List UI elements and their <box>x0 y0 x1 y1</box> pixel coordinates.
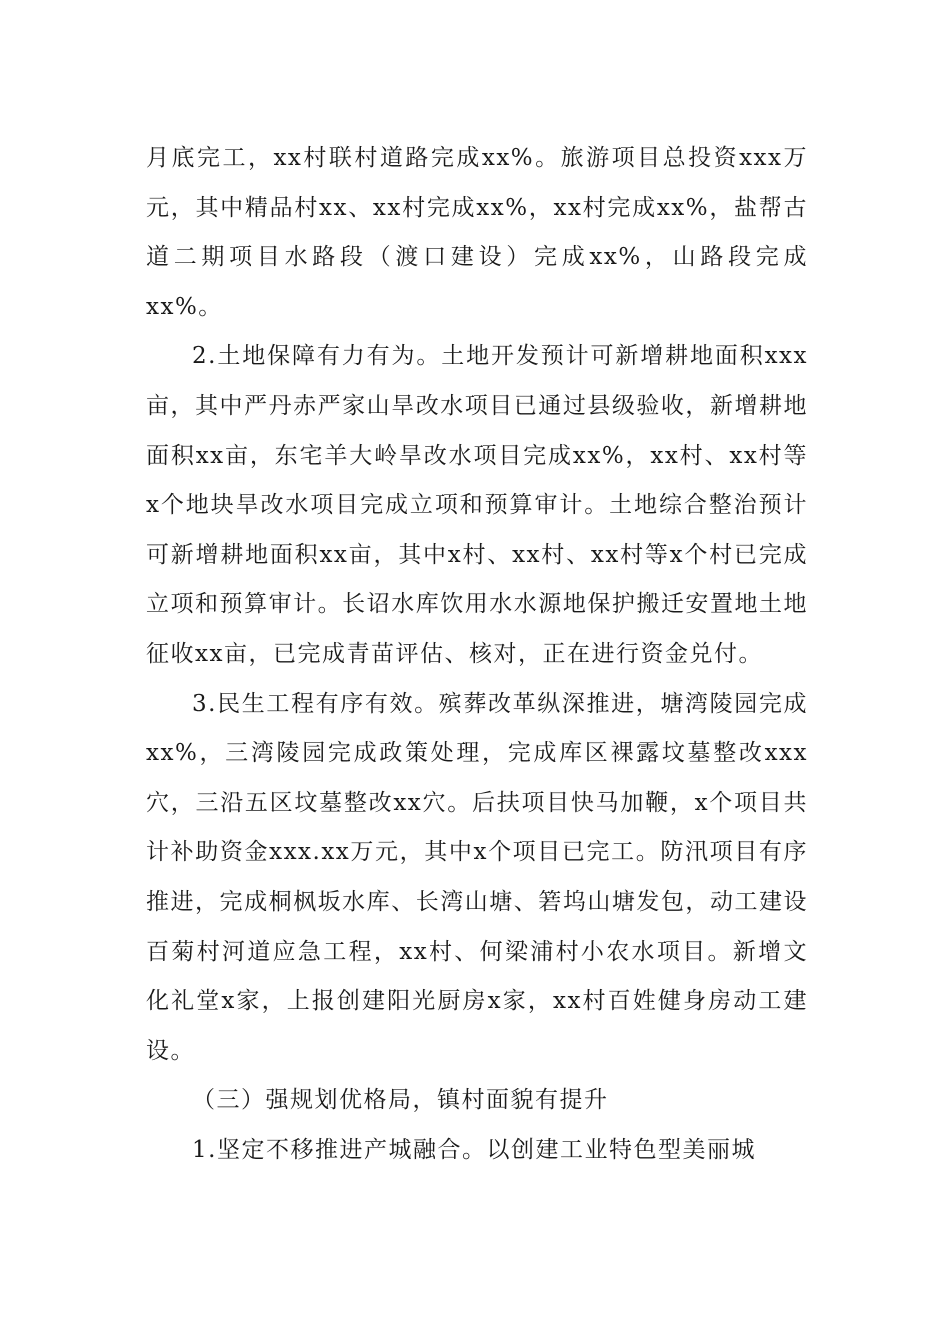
section-heading-planning: （三）强规划优格局，镇村面貌有提升 <box>192 1087 609 1114</box>
document-body <box>146 134 808 1175</box>
paragraph-industry-city: 1.坚定不移推进产城融合。以创建工业特色型美丽城 <box>192 1136 756 1163</box>
paragraph-continued: 月底完工，xx村联村道路完成xx%。旅游项目总投资xxx万元，其中精品村xx、xx村完成xx%，xx村完成xx%，盐帮古道二期项目水路段（渡口建设）完成xx%，山路段完成xx%。 <box>146 145 808 320</box>
paragraph-livelihood-projects: 3.民生工程有序有效。殡葬改革纵深推进，塘湾陵园完成xx%，三湾陵园完成政策处理，完成库区裸露坟墓整改xxx穴，三沿五区坟墓整改xx穴。后扶项目快马加鞭，x个项目共计补助资金xxx.xx万元，其中x个项目已完工。防汛项目有序推进，完成桐枫坂水库、长湾山塘、箬坞山塘发包，动工建设百菊村河道应急工程，xx村、何梁浦村小农水项目。新增文化礼堂x家，上报创建阳光厨房x家，xx村百姓健身房动工建设。 <box>146 690 808 1064</box>
paragraph-land-guarantee: 2.土地保障有力有为。土地开发预计可新增耕地面积xxx亩，其中严丹赤严家山旱改水项目已通过县级验收，新增耕地面积xx亩，东宅羊大岭旱改水项目完成xx%，xx村、xx村等x个地块旱改水项目完成立项和预算审计。土地综合整治预计可新增耕地面积xx亩，其中x村、xx村、xx村等x个村已完成立项和预算审计。长诏水库饮用水水源地保护搬迁安置地土地征收xx亩，已完成青苗评估、核对，正在进行资金兑付。 <box>146 343 808 667</box>
